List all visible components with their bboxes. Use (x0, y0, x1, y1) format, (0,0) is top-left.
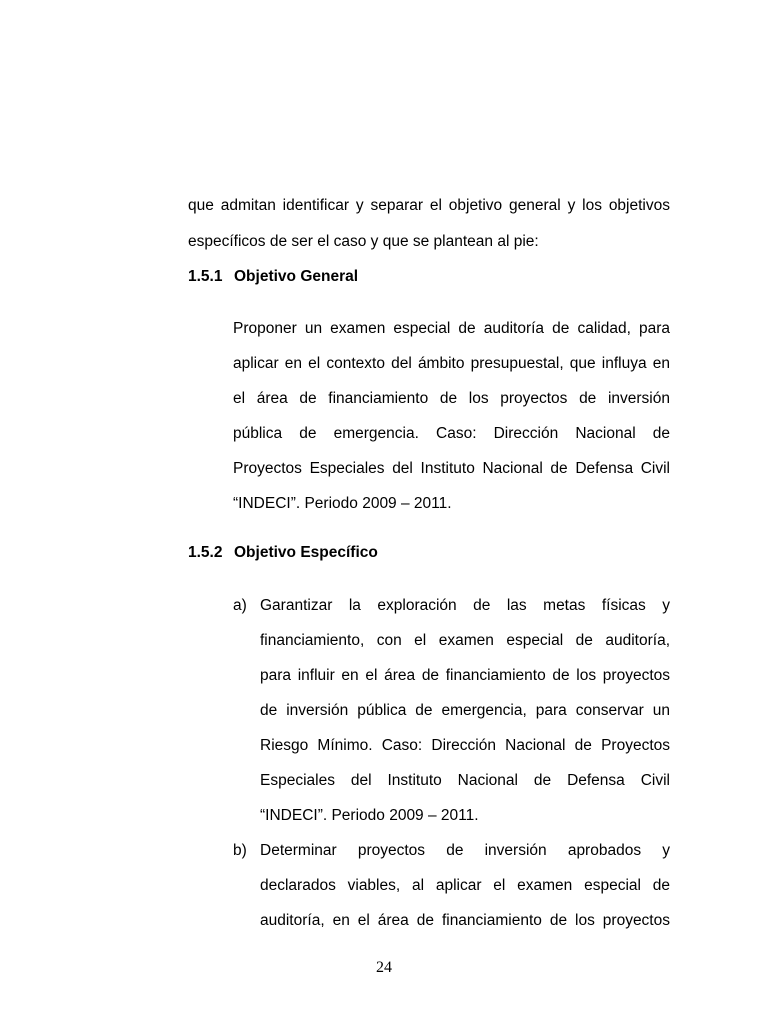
general-objective-line: aplicar en el contexto del ámbito presupuestal, que influya en (233, 355, 670, 372)
list-item-line: Garantizar la exploración de las metas físicas y (260, 597, 670, 614)
general-objective-line: pública de emergencia. Caso: Dirección Nacional de (233, 425, 670, 442)
intro-line: específicos de ser el caso y que se plantean al pie: (188, 233, 539, 250)
section-heading-general (188, 267, 358, 287)
section-title: Objetivo Específico (234, 544, 378, 561)
list-item-line: financiamiento, con el examen especial de auditoría, (260, 632, 670, 649)
general-objective-line: Proponer un examen especial de auditoría de calidad, para (233, 320, 670, 337)
list-item-line: “INDECI”. Periodo 2009 – 2011. (260, 807, 479, 824)
list-item-line: declarados viables, al aplicar el examen especial de (260, 877, 670, 894)
general-objective-line: el área de financiamiento de los proyectos de inversión (233, 390, 670, 407)
page-number: 24 (376, 959, 392, 976)
list-item-line: Determinar proyectos de inversión aprobados y (260, 842, 670, 859)
list-item-line: Riesgo Mínimo. Caso: Dirección Nacional de Proyectos (260, 737, 670, 754)
list-item-line: auditoría, en el área de financiamiento de los proyectos (260, 912, 670, 929)
list-marker: a) (233, 597, 247, 614)
list-item-line: de inversión pública de emergencia, para conservar un (260, 702, 670, 719)
section-number: 1.5.2 (188, 544, 223, 561)
section-title: Objetivo General (234, 268, 359, 285)
general-objective-line: Proyectos Especiales del Instituto Nacional de Defensa Civil (233, 460, 670, 477)
intro-line: que admitan identificar y separar el objetivo general y los objetivos (188, 197, 670, 214)
list-item-line: para influir en el área de financiamiento de los proyectos (260, 667, 670, 684)
list-item-line: Especiales del Instituto Nacional de Defensa Civil (260, 772, 670, 789)
general-objective-line: “INDECI”. Periodo 2009 – 2011. (233, 495, 452, 512)
list-marker: b) (233, 842, 247, 859)
section-heading-specific (188, 543, 378, 563)
section-number: 1.5.1 (188, 268, 223, 285)
